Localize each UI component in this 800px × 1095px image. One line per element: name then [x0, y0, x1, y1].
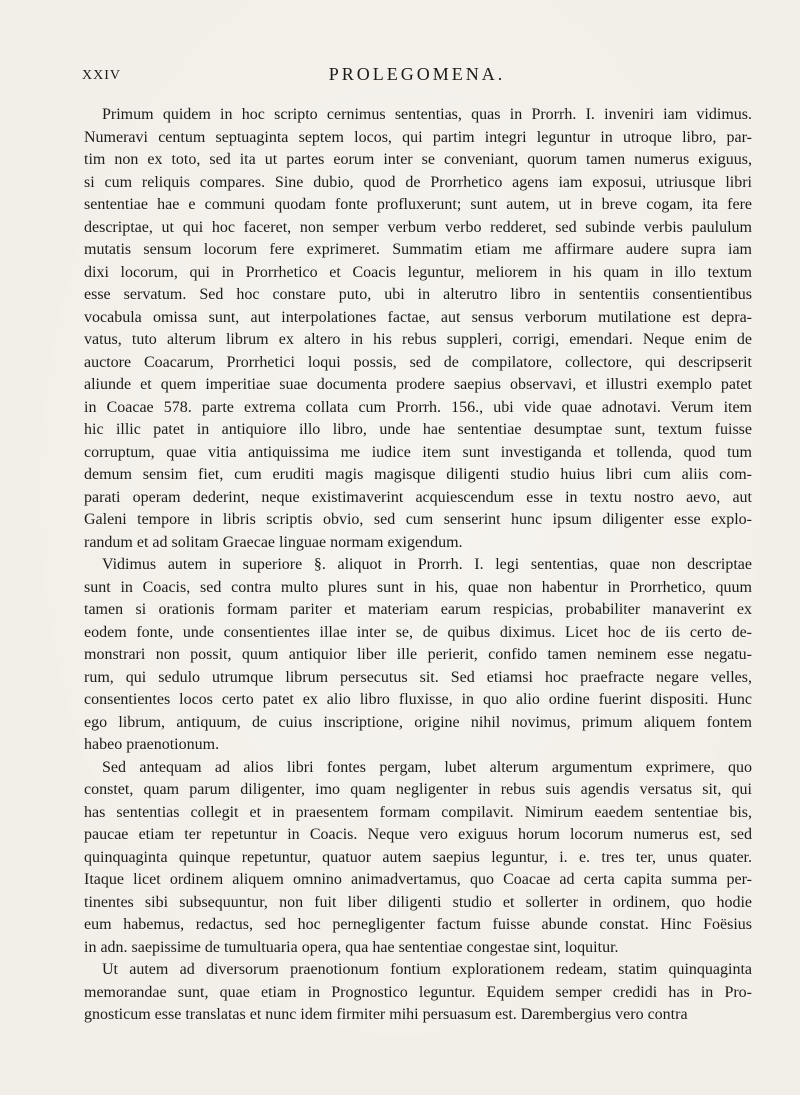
- text-line: hic illic patet in antiquiore illo libro, unde hae sententiae desumptae sunt, textum fuisse: [84, 421, 752, 438]
- page-header: [82, 64, 752, 88]
- text-line: Primum quidem in hoc scripto cernimus sententias, quas in Prorrh. I. inveniri iam vidimus.: [102, 106, 752, 123]
- text-line: paucae etiam ter repetuntur in Coacis. Neque vero exiguus horum locorum numerus est, sed: [84, 826, 752, 843]
- text-line: si cum reliquis compares. Sine dubio, quod de Prorrhetico agens iam exposui, utriusque libri: [84, 173, 752, 191]
- text-line: Ut autem ad diversorum praenotionum fontium explorationem redeam, statim quinquaginta: [102, 961, 752, 978]
- paragraph: [84, 104, 752, 554]
- text-line: tim non ex toto, sed ita ut partes eorum inter se conveniant, quorum tamen numerus exiguus,: [84, 151, 752, 168]
- text-line: in adn. saepissime de tumultuaria opera, qua hae sententiae congestae sint, loquitur.: [84, 938, 619, 956]
- text-line: descriptae, ut qui hoc faceret, non semper verbum verbo redderet, sed subinde verbis paululum: [84, 218, 752, 236]
- text-line: Itaque licet ordinem aliquem omnino animadvertamus, quo Coacae ad certa capita summa per-: [84, 871, 752, 888]
- text-line: corruptum, quae vitia antiquissima me iudice item sunt investiganda et tollenda, quod tum: [84, 443, 752, 461]
- text-line: memorandae sunt, quae etiam in Prognostico leguntur. Equidem semper credidi has in Pro-: [84, 983, 752, 1001]
- text-line: consentientes locos certo patet ex alio libro fluxisse, in quo alio ordine fuerint dispositi. Hunc: [84, 691, 752, 708]
- text-line: esse servatum. Sed hoc constare puto, ubi in alterutro libro in sententiis consentientibus: [84, 286, 752, 303]
- text-line: randum et ad solitam Graecae linguae normam exigendum.: [84, 533, 463, 551]
- paragraph: [84, 757, 752, 960]
- text-line: aliunde et quem imperitiae suae documenta prodere saepius observavi, et illustri exemplo patet: [84, 376, 752, 393]
- text-line: ego librum, antiquum, de cuius inscriptione, origine nihil novimus, primum aliquem fontem: [84, 713, 752, 731]
- text-line: parati operam dederint, neque existimaverint acquiescendum esse in textu nostro aevo, aut: [84, 488, 752, 506]
- text-line: rum, qui sedulo utrumque librum persecutus sit. Sed etiamsi hoc praefracte negare velles,: [84, 668, 752, 686]
- text-line: quinquaginta quinque repetuntur, quatuor autem saepius leguntur, i. e. tres ter, unus quater.: [84, 848, 752, 866]
- text-line: vocabula omissa sunt, aut interpolationes factae, aut sensus verborum mutilatione est depra-: [84, 308, 752, 326]
- running-title: PROLEGOMENA.: [328, 64, 506, 84]
- text-line: has sententias collegit et in praesentem formam compilavit. Nimirum eaedem sententiae bis,: [84, 803, 752, 821]
- text-line: Galeni tempore in libris scriptis obvio, sed cum senserint hunc ipsum diligenter esse explo-: [84, 511, 752, 528]
- text-line: auctore Coacarum, Prorrhetici loqui possis, sed de compilatore, collectore, qui descripserit: [84, 353, 752, 371]
- text-line: tinentes sibi subsequuntur, non fuit liber diligenti studio et sollerter in ordinem, quo hodie: [84, 893, 752, 911]
- text-line: mutatis sensum locorum fere exprimeret. Summatim etiam me affirmare audere supra iam: [84, 241, 752, 258]
- paragraph: [84, 554, 752, 757]
- text-line: demum sensim fiet, cum eruditi magis magisque diligenti studio huius libri cum aliis com-: [84, 466, 752, 483]
- body-text: [84, 104, 752, 1027]
- text-line: dixi locorum, qui in Prorrhetico et Coacis leguntur, meliorem in his quam in illo textum: [84, 263, 752, 281]
- text-line: sunt in Coacis, sed contra multo plures sunt in his, quae non habentur in Prorrhetico, quum: [84, 578, 752, 596]
- text-line: eum habemus, redactus, sed hoc pernegligenter factum fuisse abunde constat. Hinc Foësius: [84, 916, 752, 933]
- paragraph: [84, 959, 752, 1027]
- text-line: habeo praenotionum.: [84, 736, 220, 753]
- text-line: Numeravi centum septuaginta septem locos, qui partim integri leguntur in utroque libro, par-: [84, 128, 752, 146]
- text-line: sententiae hae e communi quodam fonte profluxerunt; sunt autem, ut in breve cogam, ita fere: [84, 196, 752, 213]
- text-line: vatus, tuto alterum librum ex altero in his rebus suppleri, corrigi, emendari. Neque enim de: [84, 331, 752, 348]
- text-line: eodem fonte, unde consentientes illae inter se, de quibus diximus. Licet hoc de iis certo de-: [84, 623, 752, 641]
- text-line: in Coacae 578. parte extrema collata cum Prorrh. 156., ubi vide quae adnotavi. Verum item: [84, 398, 752, 416]
- text-line: tamen si orationis formam pariter et materiam earum respicias, probabiliter manaverint ex: [84, 601, 752, 618]
- text-line: Sed antequam ad alios libri fontes pergam, lubet alterum argumentum exprimere, quo: [102, 758, 752, 776]
- text-line: monstrari non possit, quum antiquior liber ille perierit, confido tamen neminem esse negatu-: [84, 646, 752, 663]
- page-number: XXIV: [82, 68, 121, 83]
- text-line: gnosticum esse translatas et nunc idem firmiter mihi persuasum est. Darembergius vero contra: [84, 1006, 688, 1023]
- text-line: constet, quam parum diligenter, imo quam negligenter in rebus suis agendis versatus sit, qui: [84, 781, 752, 798]
- text-line: Vidimus autem in superiore §. aliquot in Prorrh. I. legi sententias, quae non descriptae: [102, 556, 752, 573]
